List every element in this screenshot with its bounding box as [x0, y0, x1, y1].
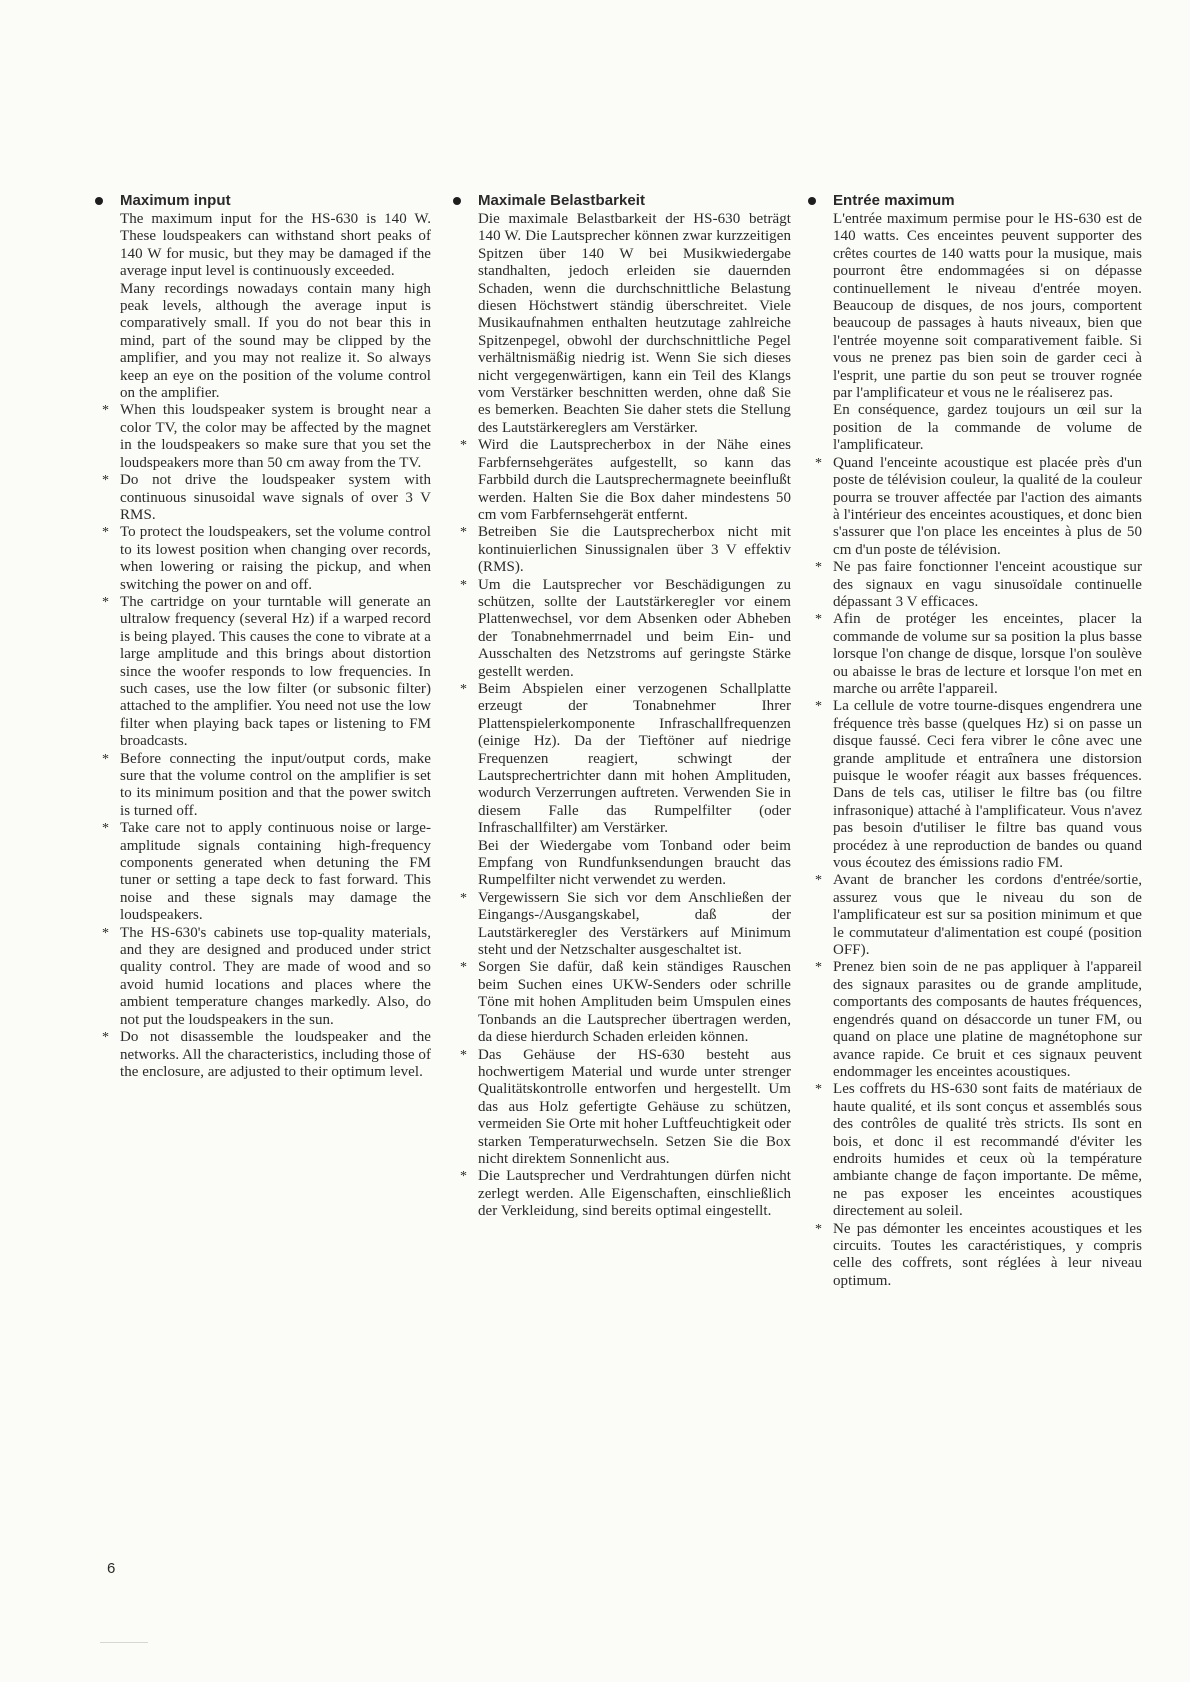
asterisk-icon: *: [102, 925, 110, 941]
bullet-item: [453, 959, 791, 1046]
paragraph: The maximum input for the HS-630 is 140 W. These loudspeakers can withstand short peaks of 140 W for music, but they may be damaged if the average input level is continuously exceeded.: [120, 211, 431, 280]
column-french: [808, 192, 1142, 1290]
bullet-item: [95, 1029, 431, 1081]
bullet-item: [808, 1221, 1142, 1291]
asterisk-icon: *: [102, 594, 110, 610]
bullet-text: Avant de brancher les cordons d'entrée/sortie, assurez vous que le niveau du son de l'amplificateur est sur sa position minimum et que le commutateur d'alimentation est coupé (position OFF).: [833, 872, 1142, 959]
bullet-item: [453, 1168, 791, 1220]
asterisk-icon: *: [102, 473, 110, 489]
bullet-item: [808, 698, 1142, 872]
bullet-item: [808, 872, 1142, 959]
section-heading: [453, 192, 791, 210]
bullet-item: [453, 437, 791, 524]
footer-rule: [100, 1642, 148, 1643]
bullet-text: Before connecting the input/output cords, make sure that the volume control on the amplifier is set to its minimum position and that the power switch is turned off.: [120, 750, 431, 819]
bullet-item: [453, 577, 791, 681]
paragraph: En conséquence, gardez toujours un œil sur la position de la commande de volume de l'amplificateur.: [833, 402, 1142, 454]
heading-text: Maximale Belastbarkeit: [478, 192, 646, 209]
bullet-text: Do not drive the loudspeaker system with continuous sinusoidal wave signals of over 3 V RMS.: [120, 472, 431, 523]
asterisk-icon: *: [815, 1221, 823, 1237]
asterisk-icon: *: [460, 1047, 468, 1063]
bullet-item: [453, 890, 791, 960]
bullet-text: Quand l'enceinte acoustique est placée près d'un poste de télévision couleur, la qualité de la couleur pourra se trouver affectée par l'action des aimants à l'intérieur des enceintes acoustiques, et donc bien s'assurer que l'on place les enceintes à plus de 50 cm d'un poste de télévision.: [833, 454, 1142, 558]
section-heading: [808, 192, 1142, 210]
asterisk-icon: *: [460, 681, 468, 697]
asterisk-icon: *: [815, 1082, 823, 1098]
asterisk-icon: *: [815, 960, 823, 976]
paragraph: Die maximale Belastbarkeit der HS-630 beträgt 140 W. Die Lautsprecher können zwar kurzzeitigen Spitzen über 140 W bei Musikwiedergabe standhalten, jedoch erleiden sie dauernden Schaden, wenn die durchschnittliche Belastung diesen Höchstwert ständig überschreitet. Viele Musikaufnahmen enthalten heutzutage zahlreiche Spitzenpegel, obwohl der durchschnittliche Pegel verhältnismäßig niedrig ist. Wenn Sie sich dieses nicht vergegenwärtigen, kann ein Teil des Klangs vom Verstärker beschnitten werden, ohne daß Sie es bemerken. Beachten Sie daher stets die Stellung des Lautstärkereglers am Verstärker.: [478, 211, 791, 436]
asterisk-icon: *: [102, 821, 110, 837]
bullet-item: [808, 559, 1142, 611]
bullet-text: The cartridge on your turntable will generate an ultralow frequency (several Hz) if a warped record is being played. This causes the cone to vibrate at a large amplitude and this brings about distortion since the woofer responds to low frequencies. In such cases, use the low filter (or subsonic filter) attached to the amplifier. You need not use the low filter when playing back tapes or listening to FM broadcasts.: [120, 593, 431, 750]
bullet-text: Afin de protéger les enceintes, placer la commande de volume sur sa position la plus basse lorsque l'on change de disque, lorsque l'on soulève ou abaisse le bras de lecture et lorsque l'on met en marche ou arrête l'appareil.: [833, 611, 1142, 697]
bullet-text: Betreiben Sie die Lautsprecherbox nicht mit kontinuierlichen Sinussignalen über 3 V effektiv (RMS).: [478, 524, 791, 576]
bullet-text: Ne pas démonter les enceintes acoustiques et les circuits. Toutes les caractéristiques, y compris celle des coffrets, sont réglées à leur niveau optimum.: [833, 1220, 1142, 1289]
bullet-dot-icon: [95, 197, 103, 205]
asterisk-icon: *: [815, 873, 823, 889]
page-number: 6: [107, 1560, 116, 1577]
bullet-text: Do not disassemble the loudspeaker and the networks. All the characteristics, including those of the enclosure, are adjusted to their optimum level.: [120, 1029, 431, 1080]
heading-text: Maximum input: [120, 192, 231, 209]
asterisk-icon: *: [102, 751, 110, 767]
bullet-item: [95, 925, 431, 1029]
bullet-text: To protect the loudspeakers, set the volume control to its lowest position when changing over records, when lowering or raising the pickup, and when switching the power on and off.: [120, 524, 431, 593]
asterisk-icon: *: [102, 1030, 110, 1046]
column-german: [453, 192, 791, 1221]
bullet-text: Take care not to apply continuous noise or large-amplitude signals containing high-frequency components generated when detuning the FM tuner or setting a tape deck to fast forward. This noise and these signals may damage the loudspeakers.: [120, 820, 431, 924]
asterisk-icon: *: [460, 525, 468, 541]
bullet-text: Die Lautsprecher und Verdrahtungen dürfen nicht zerlegt werden. Alle Eigenschaften, einschließlich der Verkleidung, sind bereits optimal eingestellt.: [478, 1168, 791, 1220]
asterisk-icon: *: [815, 560, 823, 576]
bullet-text: Beim Abspielen einer verzogenen Schallplatte erzeugt der Tonabnehmer Ihrer Plattenspielerkomponente Infraschallfrequenzen (einige Hz). Da der Tieftöner auf niedrige Frequenzen reagiert, schwingt der Lautsprechertrichter dann mit hohen Amplituden, wodurch Verzerrungen auftreten. Verwenden Sie in diesem Falle das Rumpelfilter (oder Infraschallfilter) am Verstärker. Bei der Wiedergabe vom Tonband oder beim Empfang von Rundfunksendungen braucht das Rumpelfilter nicht verwendet zu werden.: [478, 680, 791, 889]
asterisk-icon: *: [102, 525, 110, 541]
bullet-item: [95, 594, 431, 751]
asterisk-icon: *: [102, 403, 110, 419]
asterisk-icon: *: [815, 455, 823, 471]
bullet-item: [453, 1047, 791, 1169]
bullet-item: [95, 472, 431, 524]
bullet-text: Wird die Lautsprecherbox in der Nähe eines Farbfernsehgerätes aufgestellt, so kann das Farbbild durch die Lautsprechermagnete beeinflußt werden. Halten Sie die Box daher mindestens 50 cm vom Farbfernsehgerät entfernt.: [478, 437, 791, 523]
asterisk-icon: *: [460, 1169, 468, 1185]
asterisk-icon: *: [460, 960, 468, 976]
bullet-item: [95, 820, 431, 924]
bullet-text: The HS-630's cabinets use top-quality materials, and they are designed and produced under strict quality control. They are made of wood and so avoid humid locations and places where the ambient temperature changes markedly. Also, do not put the loudspeakers in the sun.: [120, 924, 431, 1028]
asterisk-icon: *: [460, 577, 468, 593]
paragraph: L'entrée maximum permise pour le HS-630 est de 140 watts. Ces enceintes peuvent supporter des crêtes courtes de 140 watts pour la musique, mais pourront être endommagées si on dépasse continuellement le niveau d'entrée moyen. Beaucoup de disques, de nos jours, comportent beaucoup de passages à hauts niveaux, bien que l'entrée moyenne soit comparativement faible. Si vous ne prenez pas bien soin de garder ceci à l'esprit, une partie du son peut se trouver rognée par l'amplificateur et vous ne le réaliserez pas.: [833, 211, 1142, 402]
bullet-text: Das Gehäuse der HS-630 besteht aus hochwertigem Material und wurde unter strenger Qualitätskontrolle entworfen und hergestellt. Um das aus Holz gefertigte Gehäuse zu schützen, vermeiden Sie Orte mit hoher Luftfeuchtigkeit oder starken Temperaturwechseln. Setzen Sie die Box nicht direktem Sonnenlicht aus.: [478, 1046, 791, 1167]
bullet-item: [453, 681, 791, 890]
paragraph: Many recordings nowadays contain many high peak levels, although the average input is comparatively small. If you do not bear this in mind, part of the sound may be clipped by the amplifier, and you may not realize it. So always keep an eye on the position of the volume control on the amplifier.: [120, 280, 431, 402]
bullet-text: Um die Lautsprecher vor Beschädigungen zu schützen, sollte der Lautstärkeregler vor einem Plattenwechsel, vor dem Absenken oder Abheben der Tonabnehmerrnadel und beim Ein- und Ausschalten des Netzstroms auf geringste Stärke gestellt werden.: [478, 576, 791, 680]
bullet-dot-icon: [453, 197, 461, 205]
asterisk-icon: *: [815, 612, 823, 628]
bullet-text: Ne pas faire fonctionner l'enceint acoustique sur des signaux en vagu sinusoïdale continuelle dépassant 3 V efficaces.: [833, 559, 1142, 610]
bullet-text: Sorgen Sie dafür, daß kein ständiges Rauschen beim Suchen eines UKW-Senders oder schrille Töne mit hohen Amplituden beim Umspulen eines Tonbands an die Lautsprecher übertragen werden, da diese hierdurch Schaden erleiden können.: [478, 959, 791, 1046]
bullet-text: Prenez bien soin de ne pas appliquer à l'appareil des signaux parasites ou de grande amplitude, comportants des composants de hautes fréquences, engendrés quand on désaccorde un tuner FM, ou quand on place une platine de magnétophone sur avance rapide. Ce bruit et ces signaux peuvent endommager les enceintes acoustiques.: [833, 959, 1142, 1080]
heading-text: Entrée maximum: [833, 192, 955, 209]
bullet-text: When this loudspeaker system is brought near a color TV, the color may be affected by the magnet in the loudspeakers so make sure that you set the loudspeakers more than 50 cm away from the TV.: [120, 402, 431, 471]
bullet-item: [808, 611, 1142, 698]
bullet-item: [808, 455, 1142, 559]
bullet-text: Vergewissern Sie sich vor dem Anschließen der Eingangs-/Ausgangskabel, daß der Lautstärkeregler des Verstärkers auf Minimum steht und der Netzschalter ausgeschaltet ist.: [478, 889, 791, 959]
column-english: [95, 192, 431, 1081]
bullet-item: [808, 1081, 1142, 1220]
bullet-item: [95, 751, 431, 821]
bullet-item: [808, 959, 1142, 1081]
bullet-item: [95, 402, 431, 472]
asterisk-icon: *: [460, 890, 468, 906]
bullet-dot-icon: [808, 197, 816, 205]
asterisk-icon: *: [460, 438, 468, 454]
bullet-item: [453, 524, 791, 576]
bullet-item: [95, 524, 431, 594]
bullet-text: La cellule de votre tourne-disques engendrera une fréquence très basse (quelques Hz) si on passe un disque faussé. Ceci fera vibrer le cône avec une grande amplitude et entraînera une distorsion puisque le woofer réagit aux basses fréquences. Dans de tels cas, utiliser le filtre bas (ou filtre infrasonique) attaché à l'amplificateur. Vous n'avez pas besoin d'utiliser le filtre bas quand vous procédez à une reproduction de bandes ou quand vous écoutez des émissions radio FM.: [833, 698, 1142, 872]
bullet-text: Les coffrets du HS-630 sont faits de matériaux de haute qualité, et ils sont conçus et assemblés sous des contrôles de qualité très stricts. Ils sont en bois, et donc il est recommandé d'éviter les endroits humides et ceux où la température ambiante change de façon importante. De même, ne pas exposer les enceintes acoustiques directement au soleil.: [833, 1081, 1142, 1220]
section-heading: [95, 192, 431, 210]
asterisk-icon: *: [815, 699, 823, 715]
